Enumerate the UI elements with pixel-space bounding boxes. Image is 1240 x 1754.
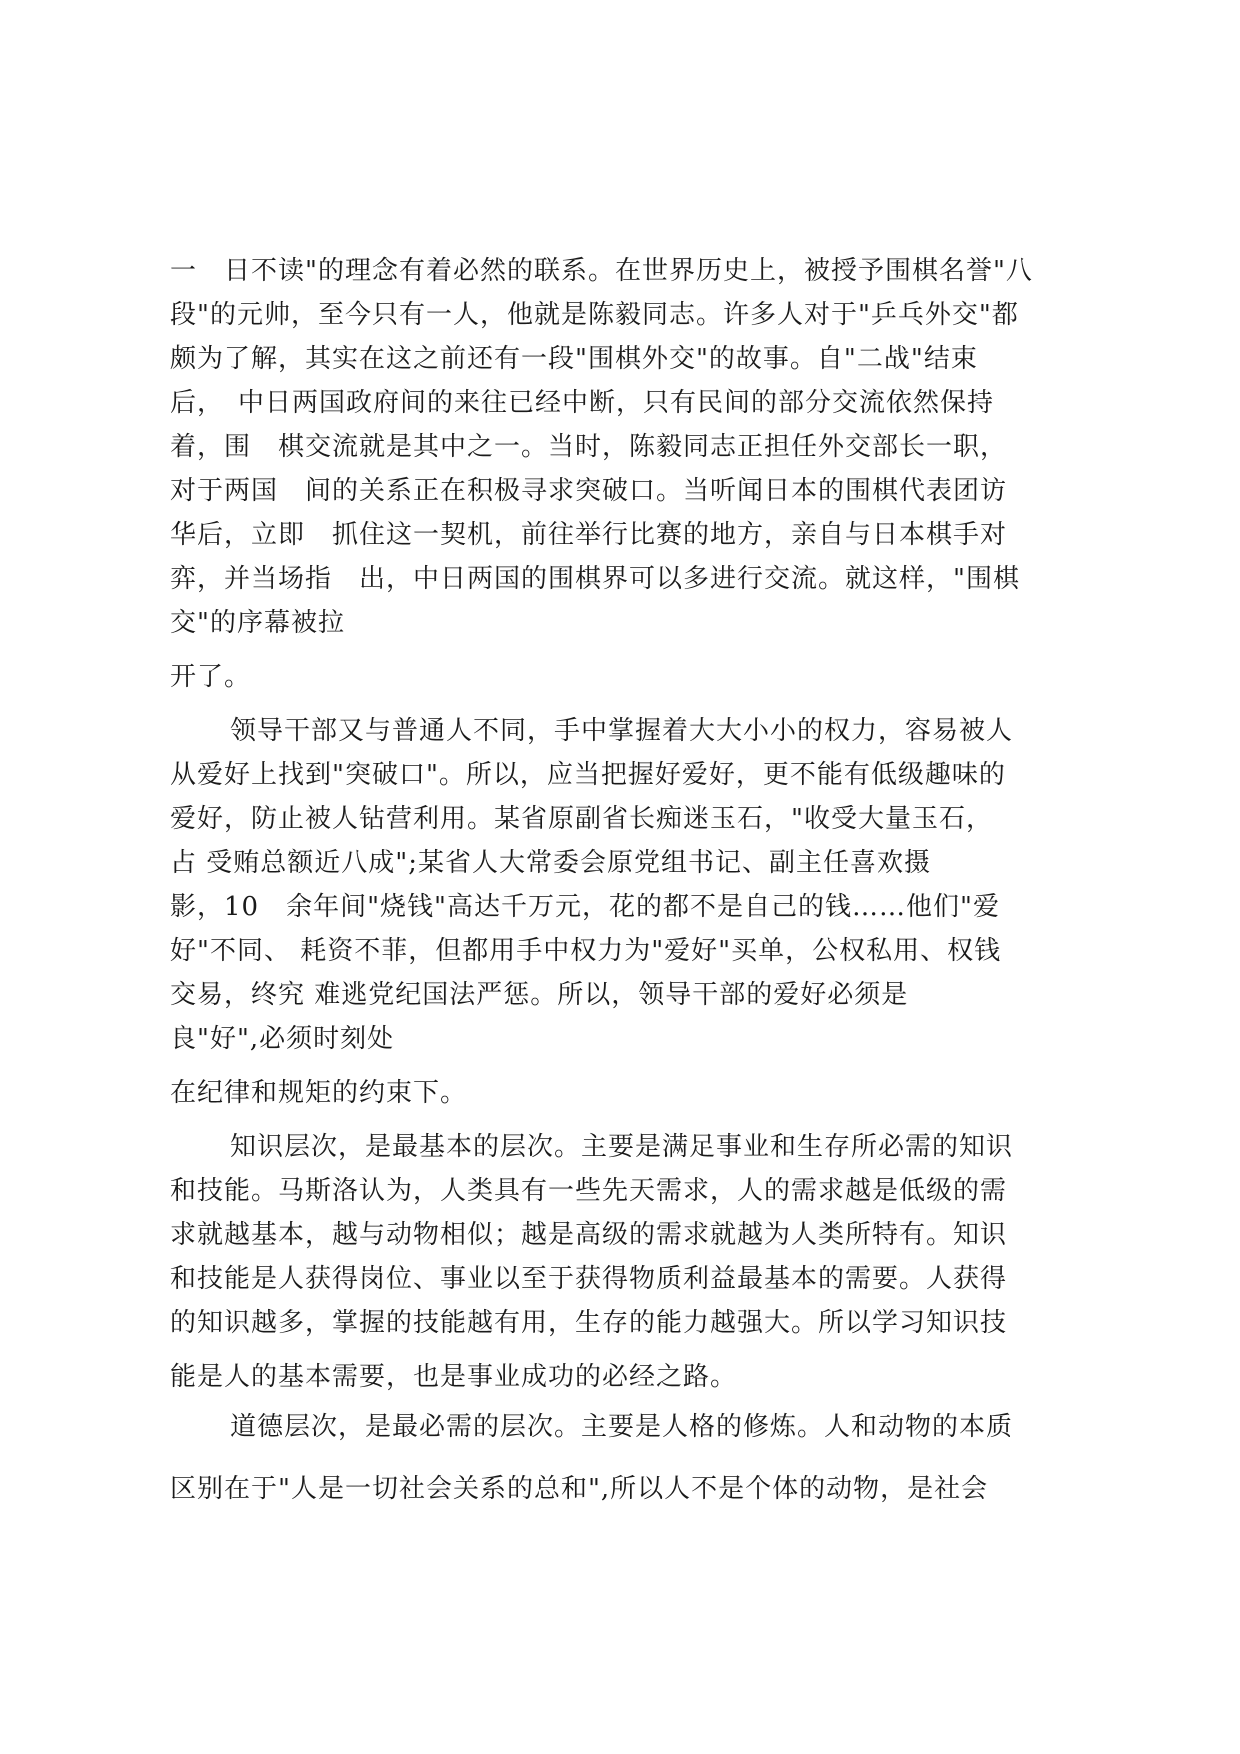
- text-line: 在纪律和规矩的约束下。: [170, 1078, 468, 1108]
- text-line: 交"的序幕被拉: [170, 608, 345, 638]
- paragraph-first-line: 知识层次，是最基本的层次。主要是满足事业和生存所必需的知识: [230, 1132, 1014, 1162]
- text-line: 和技能。马斯洛认为，人类具有一些先天需求，人的需求越是低级的需: [170, 1176, 1008, 1206]
- text-line: 一 日不读"的理念有着必然的联系。在世界历史上，被授予围棋名誉"八: [170, 256, 1033, 286]
- paragraph-first-line: 道德层次，是最必需的层次。主要是人格的修炼。人和动物的本质: [230, 1412, 1014, 1442]
- text-line: 影，10 余年间"烧钱"高达千万元，花的都不是自己的钱……他们"爱: [170, 892, 1000, 922]
- text-line: 和技能是人获得岗位、事业以至于获得物质利益最基本的需要。人获得: [170, 1264, 1008, 1294]
- text-line: 颇为了解，其实在这之前还有一段"围棋外交"的故事。自"二战"结束: [170, 344, 978, 374]
- text-line: 从爱好上找到"突破口"。所以，应当把握好爱好，更不能有低级趣味的: [170, 760, 1006, 790]
- text-line: 求就越基本，越与动物相似；越是高级的需求就越为人类所特有。知识: [170, 1220, 1008, 1250]
- text-line: 华后，立即 抓住这一契机，前往举行比赛的地方，亲自与日本棋手对: [170, 520, 1008, 550]
- text-line: 弈，并当场指 出，中日两国的围棋界可以多进行交流。就这样，"围棋: [170, 564, 1020, 594]
- text-line: 后， 中日两国政府间的来往已经中断，只有民间的部分交流依然保持: [170, 388, 995, 418]
- text-line: 对于两国 间的关系正在积极寻求突破口。当听闻日本的围棋代表团访: [170, 476, 1008, 506]
- text-line: 交易，终究 难逃党纪国法严惩。所以，领导干部的爱好必须是: [170, 980, 909, 1010]
- text-line: 爱好，防止被人钻营利用。某省原副省长痴迷玉石，"收受大量玉石，: [170, 804, 993, 834]
- text-line: 区别在于"人是一切社会关系的总和",所以人不是个体的动物，是社会: [170, 1474, 989, 1504]
- text-line: 占 受贿总额近八成";某省人大常委会原党组书记、副主任喜欢摄: [170, 848, 931, 878]
- text-line: 能是人的基本需要，也是事业成功的必经之路。: [170, 1362, 738, 1392]
- text-line: 开了。: [170, 662, 252, 692]
- text-line: 段"的元帅，至今只有一人，他就是陈毅同志。许多人对于"乒乓外交"都: [170, 300, 1019, 330]
- text-line: 的知识越多，掌握的技能越有用，生存的能力越强大。所以学习知识技: [170, 1308, 1008, 1338]
- text-line: 良"好",必须时刻处: [170, 1024, 395, 1054]
- paragraph-first-line: 领导干部又与普通人不同，手中掌握着大大小小的权力，容易被人: [230, 716, 1014, 746]
- text-line: 着，围 棋交流就是其中之一。当时，陈毅同志正担任外交部长一职，: [170, 432, 1008, 462]
- text-line: 好"不同、 耗资不菲，但都用手中权力为"爱好"买单，公权私用、权钱: [170, 936, 1002, 966]
